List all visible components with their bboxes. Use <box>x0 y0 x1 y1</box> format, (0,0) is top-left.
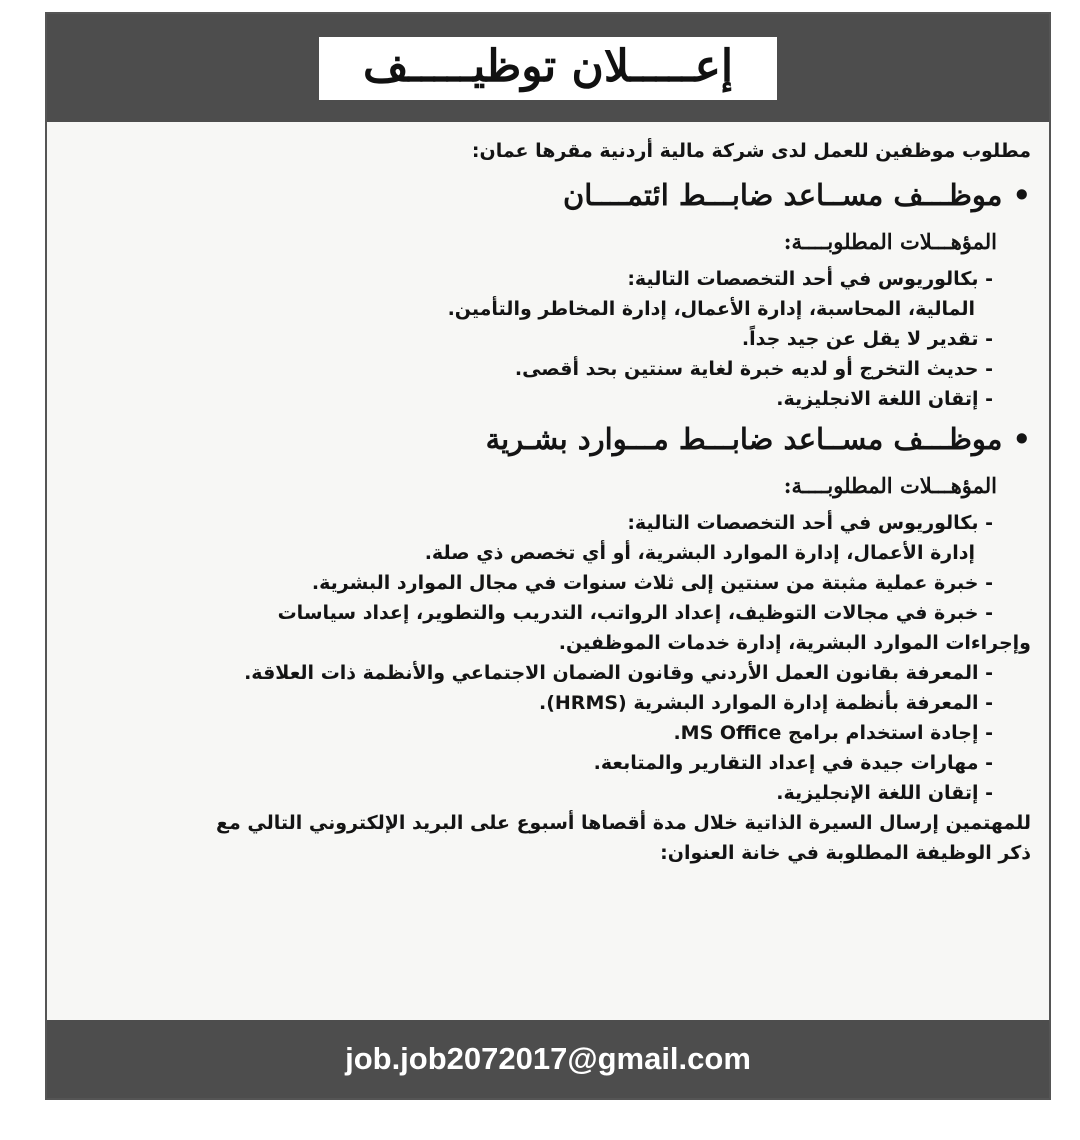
requirement-item: - حديث التخرج أو لديه خبرة لغاية سنتين بحد أقصى. <box>514 358 993 380</box>
requirement-item: - المعرفة بقانون العمل الأردني وقانون الضمان الاجتماعي والأنظمة ذات العلاقة. <box>244 662 993 684</box>
job-title-credit-text: موظـــف مســاعد ضابـــط ائتمــــان <box>562 178 1003 212</box>
requirement-item: إدارة الأعمال، إدارة الموارد البشرية، أو أي تخصص ذي صلة. <box>424 542 975 564</box>
closing-text: للمهتمين إرسال السيرة الذاتية خلال مدة أقصاها أسبوع على البريد الإلكتروني التالي مع <box>215 812 1031 834</box>
requirement-item: المالية، المحاسبة، إدارة الأعمال، إدارة المخاطر والتأمين. <box>447 298 975 320</box>
requirement-item: - تقدير لا يقل عن جيد جداً. <box>741 328 993 350</box>
ad-title: إعـــــلان توظيـــــف <box>319 37 777 100</box>
job-title-hr-text: موظـــف مســاعد ضابـــط مـــوارد بشـرية <box>485 422 1003 456</box>
bullet-icon: • <box>1012 178 1031 212</box>
requirement-item: وإجراءات الموارد البشرية، إدارة خدمات الموظفين. <box>558 632 1031 654</box>
job-title-hr <box>61 414 1031 464</box>
qualifications-heading: المؤهـــلات المطلوبــــة: <box>783 473 997 498</box>
requirement-item: - خبرة عملية مثبتة من سنتين إلى ثلاث سنوات في مجال الموارد البشرية. <box>311 572 993 594</box>
closing-text: ذكر الوظيفة المطلوبة في خانة العنوان: <box>660 842 1031 864</box>
ad-body <box>61 132 1031 868</box>
requirement-item: - إتقان اللغة الانجليزية. <box>776 388 993 410</box>
qualifications-heading: المؤهـــلات المطلوبــــة: <box>783 229 997 254</box>
bullet-icon: • <box>1012 422 1031 456</box>
requirement-item: - إجادة استخدام برامج MS Office. <box>673 722 993 744</box>
requirement-item: - بكالوريوس في أحد التخصصات التالية: <box>627 268 993 290</box>
requirement-item: - بكالوريوس في أحد التخصصات التالية: <box>627 512 993 534</box>
requirement-item: - مهارات جيدة في إعداد التقارير والمتابعة. <box>593 752 993 774</box>
header-bar <box>47 14 1049 122</box>
requirement-item: - المعرفة بأنظمة إدارة الموارد البشرية (HRMS). <box>539 692 993 714</box>
footer-bar <box>47 1020 1049 1098</box>
job-title-credit <box>61 170 1031 220</box>
requirement-item: - خبرة في مجالات التوظيف، إعداد الرواتب، التدريب والتطوير، إعداد سياسات <box>277 602 993 624</box>
requirement-item: - إتقان اللغة الإنجليزية. <box>776 782 993 804</box>
intro-text: مطلوب موظفين للعمل لدى شركة مالية أردنية مقرها عمان: <box>471 140 1031 162</box>
contact-email: job.job2072017@gmail.com <box>345 1041 751 1076</box>
job-advertisement <box>45 12 1051 1100</box>
